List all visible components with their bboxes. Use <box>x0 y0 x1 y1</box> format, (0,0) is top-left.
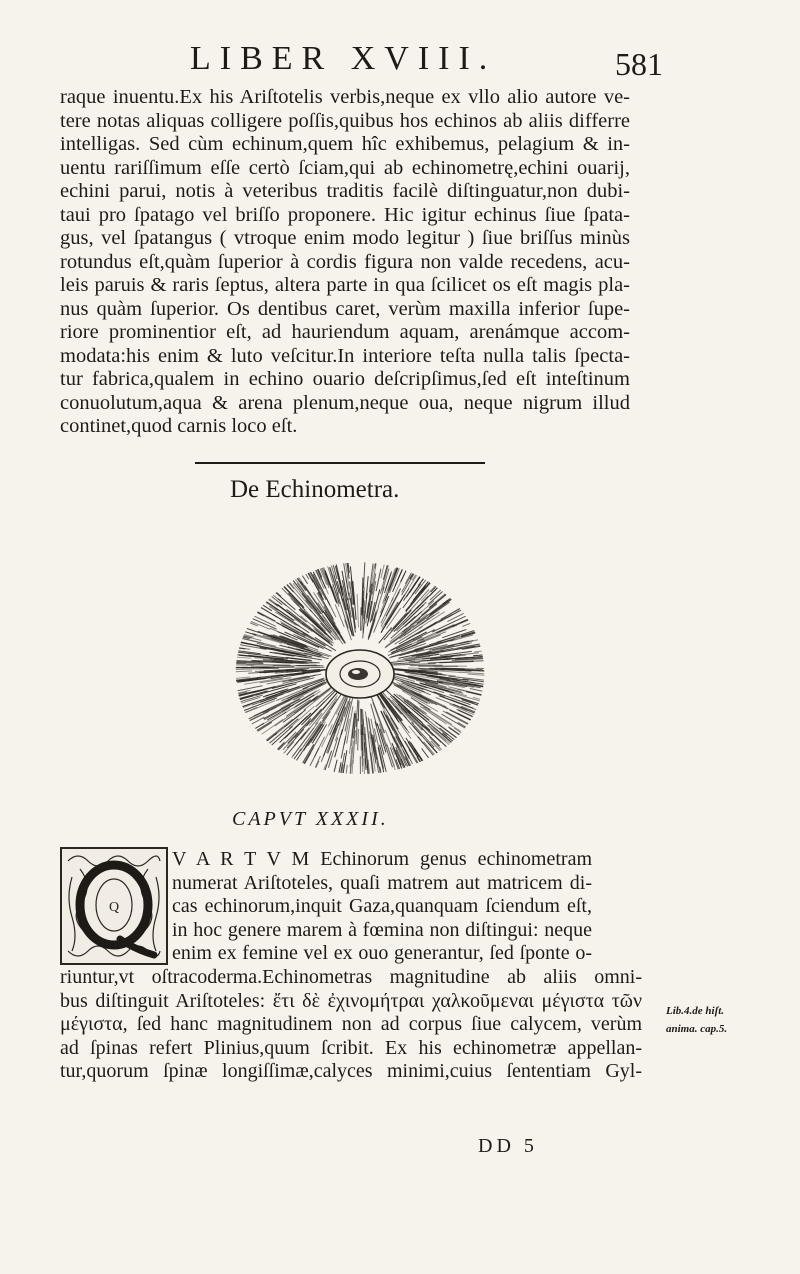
spine-stroke <box>295 667 324 668</box>
spine-stroke <box>236 671 252 672</box>
spine-stroke <box>346 765 347 774</box>
text-line: in hoc genere marem à fœmina non diſtingui: neque <box>172 918 592 941</box>
spine-stroke <box>258 612 276 621</box>
spine-stroke <box>392 662 420 664</box>
text-line: raque inuentu.Ex his Ariſtotelis verbis,neque ex vllo alio autore ve- <box>60 86 630 108</box>
spine-stroke <box>357 594 358 628</box>
text-line-greek: bus diſtinguit Ariſtoteles: ἔτι δὲ ἐχινομήτραι χαλκοῦμεναι μέγιστα τῶν <box>60 989 642 1012</box>
spine-stroke <box>236 677 250 678</box>
margin-note-line: Lib.4.de hiſt. <box>666 1005 725 1017</box>
text-line: μέγιστα, ſed hanc magnitudinem non ad corpus ſiue calycem, verùm <box>60 1013 642 1035</box>
section-title: De Echinometra. <box>230 476 400 503</box>
spine-stroke <box>460 672 485 674</box>
spine-stroke <box>283 733 298 750</box>
running-title: LIBER XVIII. <box>190 40 497 77</box>
text-line: conuolutum,aqua & arena plenum,neque oua, neque nigrum illud <box>60 391 630 414</box>
text-line: taui pro ſpatago vel briſſo proponere. Hic igitur echinus ſiue ſpata- <box>60 203 630 226</box>
section-rule <box>195 462 485 464</box>
chapter-text-indented <box>172 848 592 966</box>
spine-stroke <box>267 602 295 621</box>
spine-stroke <box>364 758 365 774</box>
spine-stroke <box>466 692 481 696</box>
spine-stroke <box>376 569 381 591</box>
spine-stroke <box>411 742 423 760</box>
chapter-text-full <box>60 966 642 1084</box>
text-line: enim ex femine vel ex ouo generantur, ſed ſponte o- <box>172 942 592 964</box>
text-line: gus, vel ſpatangus ( vtroque enim modo legitur ) ſiue briſſus minùs <box>60 227 630 249</box>
text-line: tere notas aliquas colligere poſſis,quibus hos echinos ab aliis differre <box>60 109 630 132</box>
spine-stroke <box>315 756 320 768</box>
spine-stroke <box>358 729 359 751</box>
text-line: uentu rariſſimum eſſe certò ſciam,qui ab echinometrę,echini ouarij, <box>60 156 630 179</box>
spine-stroke <box>385 730 395 755</box>
spine-stroke <box>314 737 324 757</box>
spine-stroke <box>380 565 388 594</box>
decorated-initial-q <box>60 847 168 965</box>
text-line: riuntur,vt oſtracoderma.Echinometras magnitudine ab aliis omni- <box>60 966 642 988</box>
spine-stroke <box>462 623 470 626</box>
spine-stroke <box>237 657 251 658</box>
spine-stroke <box>303 744 314 763</box>
spine-stroke <box>470 689 483 692</box>
running-head <box>110 40 770 84</box>
spine-stroke <box>294 696 318 713</box>
spine-stroke <box>381 565 384 579</box>
spine-stroke <box>258 722 272 731</box>
margin-note <box>666 1002 727 1038</box>
text-line: echini parui, notis à veteribus traditis facilè diſtinguatur,non dubi- <box>60 180 630 202</box>
text-line: V A R T V M Echinorum genus echinometram <box>172 848 592 870</box>
text-block-spatangus <box>60 86 630 439</box>
spine-stroke <box>341 736 346 758</box>
spine-stroke <box>379 628 392 644</box>
text-line: riore prominentior eſt, ad hauriendum aquam, arenámque accom- <box>60 321 630 343</box>
spine-stroke <box>389 568 398 591</box>
text-line: ad ſpinas refert Plinius,quum ſcribit. Ex his echinometræ appellan- <box>60 1036 642 1059</box>
text-line: cas echinorum,inquit Gaza,quanquam ſciendum eſt, <box>172 895 592 917</box>
spine-stroke <box>468 674 484 675</box>
spine-stroke <box>468 670 484 671</box>
spine-stroke <box>439 662 473 663</box>
spine-stroke <box>433 692 470 705</box>
spine-stroke <box>364 562 365 587</box>
spine-stroke <box>474 651 482 652</box>
chapter-heading: CAPVT XXXII. <box>232 808 389 830</box>
page-number: 581 <box>615 46 663 82</box>
spine-stroke <box>432 616 465 632</box>
text-line: nus quàm ſuperior. Os dentibus caret, verùm maxilla inferior ſupe- <box>60 297 630 320</box>
spine-stroke <box>358 701 359 722</box>
text-line: continet,quod carnis loco eſt. <box>60 415 298 437</box>
initial-letter: Q <box>108 900 120 915</box>
spine-stroke <box>302 576 307 584</box>
echinometra-woodcut <box>226 548 494 780</box>
text-line: tur fabrica,qualem in echino ouario deſcripſimus,ſed eſt inteſtinum <box>60 368 630 390</box>
spine-stroke <box>472 661 484 662</box>
text-line: intelligas. Sed cùm echinum,quem hîc exhibemus, pelagium & in- <box>60 133 630 155</box>
text-line: leis paruis & raris ſeptus, altera parte in qua ſcilicet os eſt magis pla- <box>60 274 630 296</box>
spine-stroke <box>335 605 344 628</box>
spine-stroke <box>423 707 460 731</box>
text-line: rotundus eſt,quàm ſuperior à cordis figura non valde recedens, acu- <box>60 250 630 273</box>
spine-stroke <box>394 685 428 704</box>
spine-stroke <box>236 668 279 669</box>
text-line: tur,quorum ſpinæ longiſſimæ,calyces minimi,cuius ſententiam Gyl- <box>60 1060 642 1082</box>
spine-stroke <box>245 632 256 635</box>
signature-mark: DD 5 <box>478 1135 538 1157</box>
text-line: numerat Ariſtoteles, quaſi matrem aut matricem di- <box>172 871 592 894</box>
margin-note-line: anima. cap.5. <box>666 1023 728 1035</box>
spine-stroke <box>473 655 482 656</box>
spine-stroke <box>422 749 429 758</box>
text-line: modata:his enim & luto veſcitur.In interiore teſta nulla talis ſpecta- <box>60 344 630 367</box>
spine-stroke <box>334 760 337 772</box>
